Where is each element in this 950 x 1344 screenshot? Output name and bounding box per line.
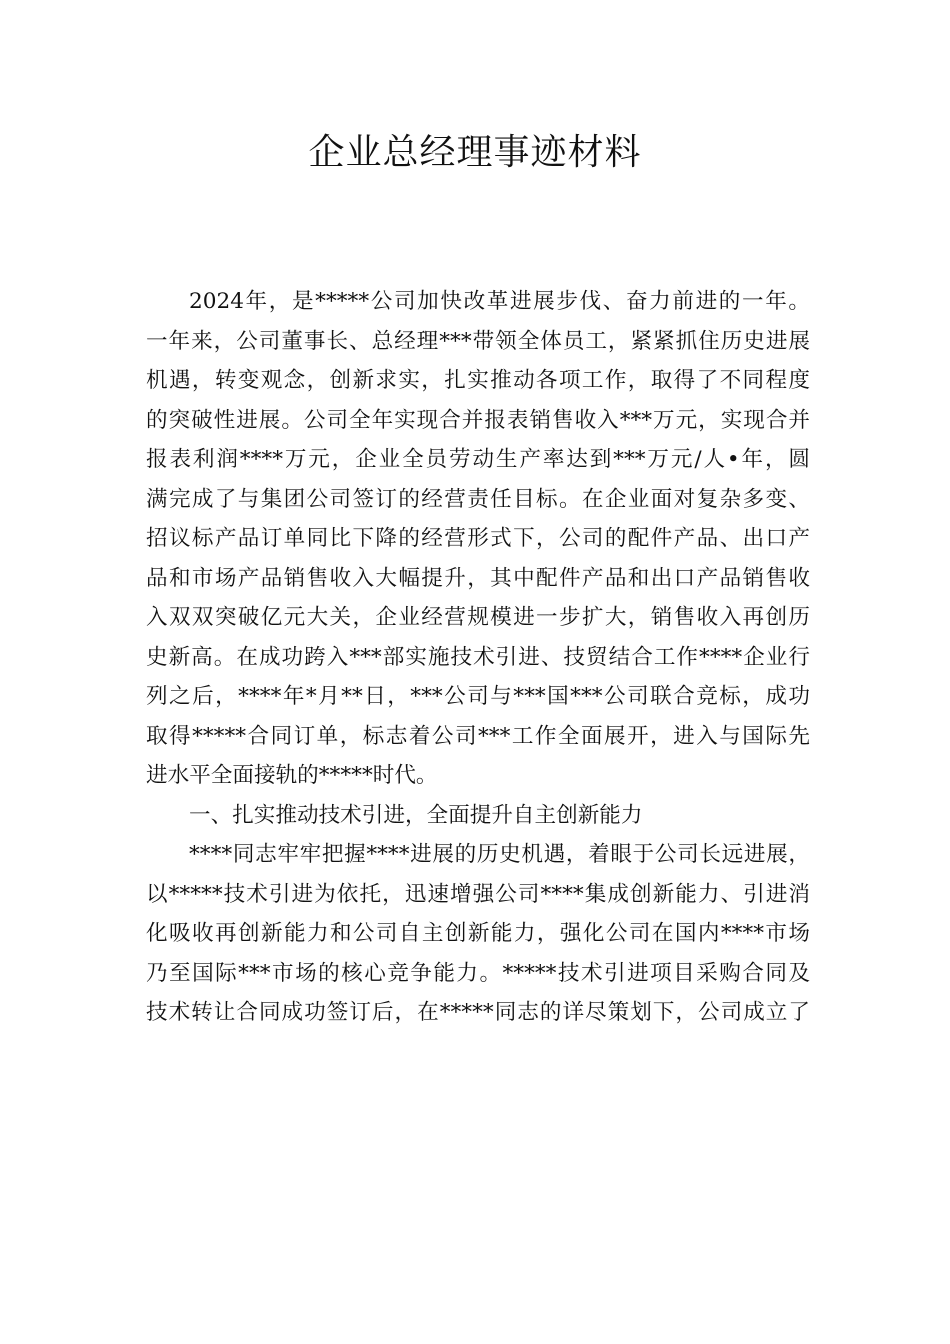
text-line: 取得*****合同订单，标志着公司***工作全面展开，进入与国际先	[146, 723, 810, 749]
text-line: 进水平全面接轨的*****时代。	[146, 763, 438, 788]
text-line: 招议标产品订单同比下降的经营形式下，公司的配件产品、出口产	[146, 526, 810, 551]
text-line: 入双双突破亿元大关，企业经营规模进一步扩大，销售收入再创历	[146, 605, 810, 630]
section-heading: 一、扎实推动技术引进，全面提升自主创新能力	[189, 802, 643, 828]
text-line: 乃至国际***市场的核心竞争能力。*****技术引进项目采购合同及	[146, 960, 810, 986]
text-line: 报表利润****万元，企业全员劳动生产率达到***万元/人•年，圆	[146, 447, 810, 472]
text-line: 的突破性进展。公司全年实现合并报表销售收入***万元，实现合并	[146, 407, 810, 433]
text-line: 品和市场产品销售收入大幅提升，其中配件产品和出口产品销售收	[146, 565, 810, 591]
text-line: 满完成了与集团公司签订的经营责任目标。在企业面对复杂多变、	[146, 486, 810, 512]
text-line: 以*****技术引进为依托，迅速增强公司****集成创新能力、引进消	[146, 881, 810, 907]
document-title: 企业总经理事迹材料	[308, 132, 642, 173]
text-line: 机遇，转变观念，创新求实，扎实推动各项工作，取得了不同程度	[146, 368, 810, 393]
text-line: ****同志牢牢把握****进展的历史机遇，着眼于公司长远进展，	[189, 842, 810, 867]
document-body	[146, 282, 810, 1033]
text-line: 列之后，****年*月**日，***公司与***国***公司联合竞标，成功	[146, 684, 810, 709]
text-line: 技术转让合同成功签订后，在*****同志的详尽策划下，公司成立了	[146, 1000, 810, 1025]
text-line: 2024年，是*****公司加快改革进展步伐、奋力前进的一年。	[189, 289, 810, 314]
text-line: 史新高。在成功跨入***部实施技术引进、技贸结合工作****企业行	[146, 644, 810, 670]
text-line: 一年来，公司董事长、总经理***带领全体员工，紧紧抓住历史进展	[146, 328, 810, 354]
text-line: 化吸收再创新能力和公司自主创新能力，强化公司在国内****市场	[146, 921, 810, 946]
